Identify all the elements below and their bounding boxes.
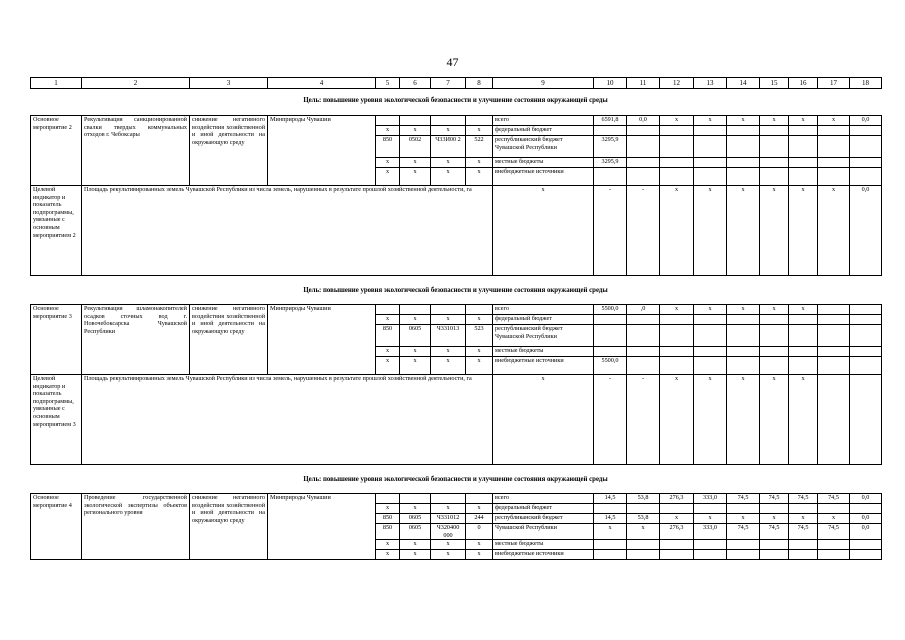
indicator-name-cell: Целевой индикатор и показатель подпрограммы, увязанные с основным мероприятием 3 [31,375,82,465]
budget-code-cell: x [431,550,466,560]
col-header: 18 [850,78,882,89]
budget-code-cell: x [376,158,400,168]
budget-code-cell [431,305,466,315]
value-cell [789,168,818,186]
page-number: 47 [446,55,459,69]
indicator-value-cell: - [627,375,660,465]
value-cell [727,347,760,357]
budget-code-cell: x [431,126,466,136]
funding-source-cell: Чувашской Республики [493,524,594,540]
budget-code-cell: x [376,357,400,375]
budget-code-cell: Ч320400 000 [431,524,466,540]
budget-code-cell: x [400,504,431,514]
budget-code-cell: 244 [466,514,493,524]
value-cell [660,168,694,186]
financing-table-event-4 [30,493,882,560]
value-cell: 276,3 [660,524,694,540]
value-cell: 14,5 [594,514,627,524]
budget-code-cell: x [376,540,400,550]
budget-code-cell [376,116,400,126]
value-cell [727,136,760,158]
value-cell [850,357,882,375]
budget-code-cell: x [376,126,400,136]
indicator-value-cell: x [760,375,789,465]
budget-code-cell: 0 [466,524,493,540]
expected-effect-cell: снижение негативного воздействия хозяйственной и иной деятельности на окружающую среду [190,494,268,560]
value-cell [727,504,760,514]
budget-code-cell [431,116,466,126]
value-cell [694,136,727,158]
value-cell [789,550,818,560]
event-name-cell: Основное мероприятие 3 [31,305,82,375]
value-cell [627,540,660,550]
funding-source-cell: всего [493,116,594,126]
col-header: 16 [789,78,818,89]
budget-code-cell: x [431,168,466,186]
value-cell [627,347,660,357]
table-row [31,494,882,504]
value-cell [594,540,627,550]
financing-table-event-3 [30,304,882,465]
budget-code-cell: x [376,315,400,325]
value-cell [660,158,694,168]
indicator-description-cell: Площадь рекультивированных земель Чувашской Республики из числа земель, нарушенных в результате прошлой хозяйственной деятельности, га [82,186,493,276]
value-cell [660,347,694,357]
budget-code-cell: 0502 [400,136,431,158]
event-name-cell: Основное мероприятие 4 [31,494,82,560]
indicator-value-cell [818,375,850,465]
value-cell [627,136,660,158]
value-cell [694,347,727,357]
value-cell [789,315,818,325]
budget-code-cell: x [431,315,466,325]
budget-code-cell: 850 [376,514,400,524]
value-cell [789,357,818,375]
value-cell: x [694,514,727,524]
value-cell: 74,5 [789,524,818,540]
funding-source-cell: местные бюджеты [493,347,594,357]
col-header: 11 [627,78,660,89]
indicator-value-cell: x [660,375,694,465]
value-cell [760,357,789,375]
value-cell: 53,8 [627,494,660,504]
budget-code-cell: 850 [376,325,400,347]
budget-code-cell [400,494,431,504]
value-cell: 5500,0 [594,357,627,375]
budget-code-cell: x [466,168,493,186]
funding-source-cell: республиканский бюджет Чувашской Республики [493,325,594,347]
col-header: 5 [376,78,400,89]
budget-code-cell [376,305,400,315]
funding-source-cell: всего [493,494,594,504]
value-cell [818,136,850,158]
value-cell: x [818,116,850,126]
value-cell: x [660,116,694,126]
section-goal: Цель: повышение уровня экологической безопасности и улучшение состояния окружающей среды [303,287,608,294]
budget-code-cell: Ч331012 [431,514,466,524]
indicator-value-cell: - [594,375,627,465]
value-cell: 74,5 [760,524,789,540]
budget-code-cell: x [466,504,493,514]
col-header: 17 [818,78,850,89]
value-cell: x [694,116,727,126]
indicator-value-cell: x [818,186,850,276]
value-cell: 333,0 [694,494,727,504]
value-cell: 333,0 [694,524,727,540]
value-cell: 74,5 [727,524,760,540]
budget-code-cell [376,494,400,504]
value-cell: 0,0 [850,524,882,540]
funding-source-cell: внебюджетные источники [493,357,594,375]
value-cell [850,550,882,560]
value-cell: x [594,524,627,540]
col-header: 9 [493,78,594,89]
value-cell [627,158,660,168]
budget-code-cell: x [431,347,466,357]
value-cell [594,315,627,325]
funding-source-cell: местные бюджеты [493,158,594,168]
budget-code-cell: Ч33И00 2 [431,136,466,158]
budget-code-cell: x [400,347,431,357]
value-cell [760,126,789,136]
col-header: 8 [466,78,493,89]
indicator-description-cell: Площадь рекультивированных земель Чувашской Республики из числа земель, нарушенных в результате прошлой хозяйственной деятельности, га [82,375,493,465]
indicator-value-cell: x [789,375,818,465]
value-cell [789,504,818,514]
value-cell [850,504,882,514]
value-cell [694,168,727,186]
table-row [31,305,882,315]
col-header: 13 [694,78,727,89]
value-cell [850,136,882,158]
budget-code-cell: 0605 [400,325,431,347]
budget-code-cell: x [466,550,493,560]
budget-code-cell [431,494,466,504]
event-description-cell: Рекультивация санкционированной свалки твердых коммунальных отходов г. Чебоксары [82,116,190,186]
value-cell: x [760,116,789,126]
budget-code-cell: x [400,126,431,136]
funding-source-cell: внебюджетные источники [493,168,594,186]
value-cell [850,158,882,168]
col-header: 2 [82,78,190,89]
value-cell [818,347,850,357]
budget-code-cell: x [431,540,466,550]
value-cell [850,168,882,186]
value-cell [627,325,660,347]
value-cell: 0,0 [850,494,882,504]
value-cell: x [789,305,818,315]
value-cell [727,325,760,347]
indicator-value-cell [850,375,882,465]
budget-code-cell: x [466,540,493,550]
value-cell [789,325,818,347]
indicator-value-cell: x [789,186,818,276]
column-number-header [30,77,882,89]
executor-cell: Минприроды Чувашии [268,305,376,375]
value-cell: 14,5 [594,494,627,504]
value-cell [594,168,627,186]
value-cell: x [789,514,818,524]
value-cell [850,315,882,325]
event-description-cell: Рекультивация шламонакопителей осадков сточных вод г. Новочебоксарска Чувашской Республики [82,305,190,375]
value-cell [694,325,727,347]
indicator-value-cell: x [660,186,694,276]
expected-effect-cell: снижение негативного воздействия хозяйственной и иной деятельности на окружающую среду [190,305,268,375]
funding-source-cell: местные бюджеты [493,540,594,550]
value-cell: x [760,305,789,315]
indicator-value-cell: - [627,186,660,276]
budget-code-cell [466,305,493,315]
col-header: 15 [760,78,789,89]
value-cell [850,126,882,136]
value-cell [660,540,694,550]
funding-source-cell: республиканский бюджет Чувашской Республики [493,136,594,158]
value-cell: 0,0 [627,116,660,126]
value-cell: 3295,9 [594,158,627,168]
budget-code-cell: x [376,550,400,560]
financing-table-event-2 [30,115,882,276]
indicator-source-cell: x [493,186,594,276]
value-cell: x [660,305,694,315]
value-cell [694,126,727,136]
value-cell: x [789,116,818,126]
budget-code-cell: x [431,504,466,514]
value-cell [627,504,660,514]
value-cell [818,504,850,514]
budget-code-cell: x [376,168,400,186]
funding-source-cell: всего [493,305,594,315]
value-cell: 74,5 [818,494,850,504]
event-name-cell: Основное мероприятие 2 [31,116,82,186]
budget-code-cell: x [400,357,431,375]
value-cell: ,0 [627,305,660,315]
value-cell: x [760,514,789,524]
budget-code-cell: x [376,504,400,514]
budget-code-cell: x [466,126,493,136]
col-header: 12 [660,78,694,89]
value-cell [594,325,627,347]
value-cell [760,347,789,357]
budget-code-cell: 850 [376,524,400,540]
value-cell: x [818,514,850,524]
value-cell [789,347,818,357]
budget-code-cell: x [400,315,431,325]
indicator-value-cell: x [694,186,727,276]
budget-code-cell: 0605 [400,524,431,540]
budget-code-cell: 523 [466,325,493,347]
col-header: 6 [400,78,431,89]
budget-code-cell: x [466,158,493,168]
budget-code-cell: x [466,347,493,357]
value-cell [760,315,789,325]
budget-code-cell: x [431,357,466,375]
event-description-cell: Проведение государственной экологической экспертизы объектов регионального уровня [82,494,190,560]
value-cell [789,540,818,550]
expected-effect-cell: снижение негативного воздействия хозяйственной и иной деятельности на окружающую среду [190,116,268,186]
budget-code-cell: x [376,347,400,357]
value-cell [727,158,760,168]
value-cell [850,305,882,315]
indicator-value-cell: x [760,186,789,276]
budget-code-cell [400,305,431,315]
value-cell: 53,8 [627,514,660,524]
value-cell [818,550,850,560]
value-cell [660,504,694,514]
value-cell: 74,5 [818,524,850,540]
value-cell [850,325,882,347]
indicator-value-cell: - [594,186,627,276]
funding-source-cell: внебюджетные источники [493,550,594,560]
value-cell [818,357,850,375]
value-cell [818,168,850,186]
value-cell [789,126,818,136]
value-cell [627,357,660,375]
budget-code-cell: x [466,357,493,375]
value-cell [627,550,660,560]
value-cell [660,126,694,136]
value-cell [818,305,850,315]
value-cell: 74,5 [727,494,760,504]
value-cell [727,168,760,186]
budget-code-cell [400,116,431,126]
value-cell [660,357,694,375]
col-header: 3 [190,78,268,89]
value-cell [627,126,660,136]
indicator-value-cell: x [727,375,760,465]
value-cell [760,158,789,168]
value-cell: x [694,305,727,315]
value-cell [727,540,760,550]
section-goal: Цель: повышение уровня экологической безопасности и улучшение состояния окружающей среды [303,97,608,104]
value-cell: 74,5 [760,494,789,504]
table-row [31,116,882,126]
budget-code-cell: 0605 [400,514,431,524]
value-cell [727,315,760,325]
budget-code-cell: Ч331013 [431,325,466,347]
value-cell: 5500,0 [594,305,627,315]
value-cell [789,158,818,168]
value-cell: 3295,9 [594,136,627,158]
value-cell: x [627,524,660,540]
value-cell [594,504,627,514]
budget-code-cell [466,116,493,126]
budget-code-cell: x [466,315,493,325]
value-cell [727,126,760,136]
value-cell [760,540,789,550]
value-cell [818,158,850,168]
value-cell [694,315,727,325]
value-cell [660,136,694,158]
funding-source-cell: республиканский бюджет [493,514,594,524]
value-cell [660,325,694,347]
value-cell [594,126,627,136]
value-cell [727,357,760,375]
value-cell [760,168,789,186]
value-cell: 276,3 [660,494,694,504]
indicator-name-cell: Целевой индикатор и показатель подпрограммы, увязанные с основным мероприятием 2 [31,186,82,276]
value-cell: 0,0 [850,514,882,524]
value-cell [789,136,818,158]
value-cell [727,550,760,560]
value-cell [694,158,727,168]
funding-source-cell: федеральный бюджет [493,504,594,514]
value-cell: x [727,116,760,126]
value-cell: 74,5 [789,494,818,504]
indicator-source-cell: x [493,375,594,465]
value-cell [694,550,727,560]
value-cell [850,347,882,357]
section-goal: Цель: повышение уровня экологической безопасности и улучшение состояния окружающей среды [303,476,608,483]
value-cell [760,325,789,347]
budget-code-cell: x [400,168,431,186]
value-cell: x [727,514,760,524]
budget-code-cell: 522 [466,136,493,158]
funding-source-cell: федеральный бюджет [493,315,594,325]
value-cell [818,540,850,550]
value-cell: x [727,305,760,315]
value-cell [660,550,694,560]
funding-source-cell: федеральный бюджет [493,126,594,136]
value-cell [694,540,727,550]
value-cell: 0,0 [850,116,882,126]
value-cell [594,550,627,560]
col-header: 10 [594,78,627,89]
value-cell [660,315,694,325]
indicator-value-cell: x [694,375,727,465]
value-cell [694,357,727,375]
value-cell [818,126,850,136]
budget-code-cell: x [400,550,431,560]
budget-code-cell: 850 [376,136,400,158]
col-header: 4 [268,78,376,89]
executor-cell: Минприроды Чувашии [268,494,376,560]
value-cell [850,540,882,550]
value-cell [627,315,660,325]
indicator-row [31,375,882,465]
budget-code-cell: x [400,540,431,550]
budget-code-cell [466,494,493,504]
value-cell [627,168,660,186]
indicator-value-cell: 0,0 [850,186,882,276]
value-cell [760,504,789,514]
budget-code-cell: x [400,158,431,168]
executor-cell: Минприроды Чувашии [268,116,376,186]
budget-code-cell: x [431,158,466,168]
value-cell [818,315,850,325]
value-cell [760,550,789,560]
col-header: 7 [431,78,466,89]
value-cell: x [660,514,694,524]
value-cell [818,325,850,347]
col-header: 14 [727,78,760,89]
indicator-row [31,186,882,276]
value-cell [594,347,627,357]
col-header: 1 [31,78,82,89]
indicator-value-cell: x [727,186,760,276]
value-cell: 6591,8 [594,116,627,126]
value-cell [760,136,789,158]
value-cell [694,504,727,514]
